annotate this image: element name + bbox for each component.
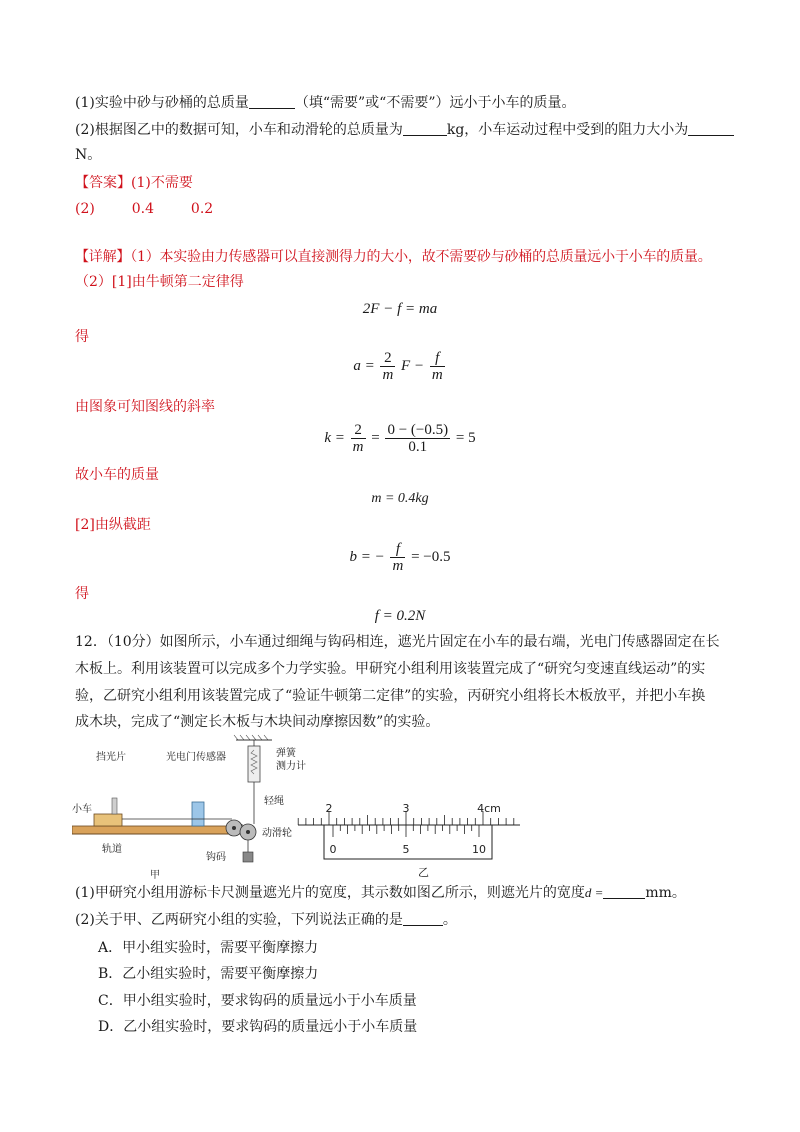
detail-de-2: 得 — [75, 586, 89, 602]
q12-line-3: 验，乙研究小组利用该装置完成了“验证牛顿第二定律”的实验，丙研究小组将长木板放平，并把小车换 — [75, 688, 706, 704]
label-rope: 轻绳 — [264, 796, 284, 807]
option-a[interactable]: A．甲小组实验时，需要平衡摩擦力 — [98, 940, 319, 956]
hook-weight — [243, 852, 253, 862]
main-scale-label-4cm: 4cm — [477, 802, 501, 815]
q12-line-4: 成木块，完成了“测定长木板与木块间动摩擦因数”的实验。 — [75, 714, 440, 730]
main-scale-label-3: 3 — [402, 802, 410, 815]
spring-scale — [248, 746, 260, 782]
q12-line-1: 12．（10分）如图所示，小车通过细绳与钩码相连，遮光片固定在小车的最右端，光电门传感器固定在长 — [75, 634, 720, 650]
shading-plate — [112, 798, 117, 814]
question-part-2: (2)根据图乙中的数据可知，小车和动滑轮的总质量为 kg，小车运动过程中受到的阻力大小为 — [75, 119, 735, 141]
label-pulley: 动滑轮 — [262, 828, 292, 839]
equation-friction: f = 0.2N — [374, 608, 426, 624]
subquestion-1: (1)甲研究小组用游标卡尺测量遮光片的宽度，其示数如图乙所示，则遮光片的宽度d = mm。 — [75, 885, 686, 901]
answer-blank — [403, 121, 447, 136]
main-scale-label-2: 2 — [325, 802, 333, 815]
option-c[interactable]: C．甲小组实验时，要求钩码的质量远小于小车质量 — [98, 993, 417, 1009]
photogate-sensor — [192, 802, 204, 826]
vernier-label-0: 0 — [329, 843, 337, 856]
label-spring-scale: 测力计 — [276, 761, 306, 772]
detail-line-1: 【详解】（1）本实验由力传感器可以直接测得力的大小，故不需要砂与砂桶的总质量远小于小车的质量。 — [75, 249, 712, 265]
vernier-caliper — [298, 802, 520, 879]
label-weight: 钩码 — [206, 852, 226, 863]
apparatus-figure — [72, 732, 532, 882]
detail-label: 【详解】 — [75, 249, 131, 265]
label-shading-plate: 挡光片 — [96, 752, 126, 763]
label-car: 小车 — [72, 804, 92, 815]
label-track: 轨道 — [102, 844, 122, 855]
car — [94, 814, 122, 826]
equation-newton: 2F − f = ma — [362, 301, 438, 317]
label-spring: 弹簧 — [276, 748, 296, 759]
answer-line-2: (2) 0.4 0.2 — [75, 201, 214, 217]
equation-slope: k = $\frac{2}{m}$ = $\frac{0 - (-0.5)}{0.1}$ = 5 — [324, 422, 476, 455]
q12-line-2: 木板上。利用该装置可以完成多个力学实验。甲研究小组利用该装置完成了“研究匀变速直线运动”的实 — [75, 661, 706, 677]
answer-blank — [249, 94, 295, 109]
answer-blank — [603, 884, 645, 899]
question-part-2-unit: N。 — [75, 147, 102, 163]
detail-slope: 由图象可知图线的斜率 — [75, 399, 215, 415]
option-d[interactable]: D．乙小组实验时，要求钩码的质量远小于小车质量 — [98, 1019, 418, 1035]
vernier-label-10: 10 — [472, 843, 486, 856]
answer-blank — [403, 911, 443, 926]
answer-label: 【答案】 — [75, 175, 131, 191]
detail-intercept: [2]由纵截距 — [75, 517, 151, 533]
detail-de-1: 得 — [75, 329, 89, 345]
label-photogate: 光电门传感器 — [166, 752, 226, 763]
answer-blank — [688, 121, 734, 136]
question-part-1: (1)实验中砂与砂桶的总质量 （填“需要”或“不需要”）远小于小车的质量。 — [75, 95, 576, 111]
track-board — [72, 826, 242, 834]
vernier-label-5: 5 — [402, 843, 410, 856]
option-b[interactable]: B．乙小组实验时，需要平衡摩擦力 — [98, 966, 319, 982]
equation-acceleration: a = $\frac{2}{m}$ F − $\frac{f}{m}$ — [353, 350, 443, 383]
equation-intercept: b = − $\frac{f}{m}$ = −0.5 — [349, 541, 451, 574]
label-figure-jia: 甲 — [150, 870, 160, 881]
detail-mass: 故小车的质量 — [75, 467, 159, 483]
vernier-scale-ticks — [333, 825, 479, 837]
answer-line-1: 【答案】(1)不需要 — [75, 175, 193, 191]
equation-mass: m = 0.4kg — [371, 491, 429, 506]
label-figure-yi: 乙 — [418, 866, 429, 879]
detail-line-2: （2）[1]由牛顿第二定律得 — [75, 274, 244, 290]
subquestion-2: (2)关于甲、乙两研究小组的实验，下列说法正确的是 。 — [75, 912, 457, 928]
